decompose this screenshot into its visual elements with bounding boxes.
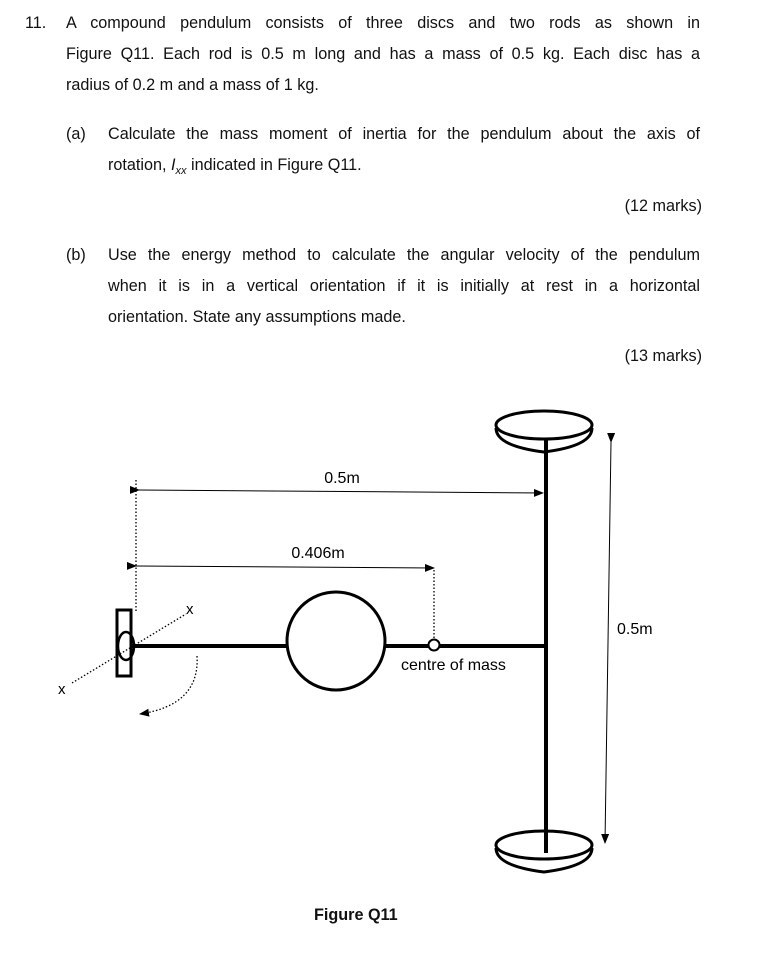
part-b-marks: (13 marks) [624,347,702,365]
part-a-prefix: rotation, [108,156,171,174]
part-a-label: (a) [66,125,86,143]
dim-line-mid [136,566,434,568]
part-b-line-3: orientation. State any assumptions made. [108,308,406,326]
cm-label: centre of mass [401,657,506,674]
part-b-label: (b) [66,246,86,264]
figure-caption: Figure Q11 [314,906,398,924]
dim-label-top: 0.5m [324,470,360,487]
dim-line-vertical [605,442,611,843]
part-a-suffix: indicated in Figure Q11. [186,156,362,174]
axis-label-top: x [186,601,194,618]
axis-label-bottom: x [58,681,66,698]
dim-label-mid: 0.406m [291,545,345,562]
intro-line-1: A compound pendulum consists of three discs and two rods as shown in [66,14,700,32]
inertia-symbol: $I_{xx}$ [171,156,187,178]
part-a-marks: (12 marks) [624,197,702,215]
top-disc [496,411,592,439]
centre-of-mass-marker [429,640,440,651]
part-b-line-1: Use the energy method to calculate the angular velocity of the pendulum [108,246,700,264]
intro-line-2: Figure Q11. Each rod is 0.5 m long and has a mass of 0.5 kg. Each disc has a [66,45,700,63]
dim-label-vertical: 0.5m [617,621,653,638]
intro-line-3: radius of 0.2 m and a mass of 1 kg. [66,76,319,94]
dim-line-top [139,490,543,493]
part-b-line-2: when it is in a vertical orientation if it is initially at rest in a horizontal [108,277,700,295]
question-number: 11. [25,14,47,32]
middle-disc [287,592,385,690]
rotation-arrow [140,656,197,714]
part-a-line-1: Calculate the mass moment of inertia for the pendulum about the axis of [108,125,700,143]
